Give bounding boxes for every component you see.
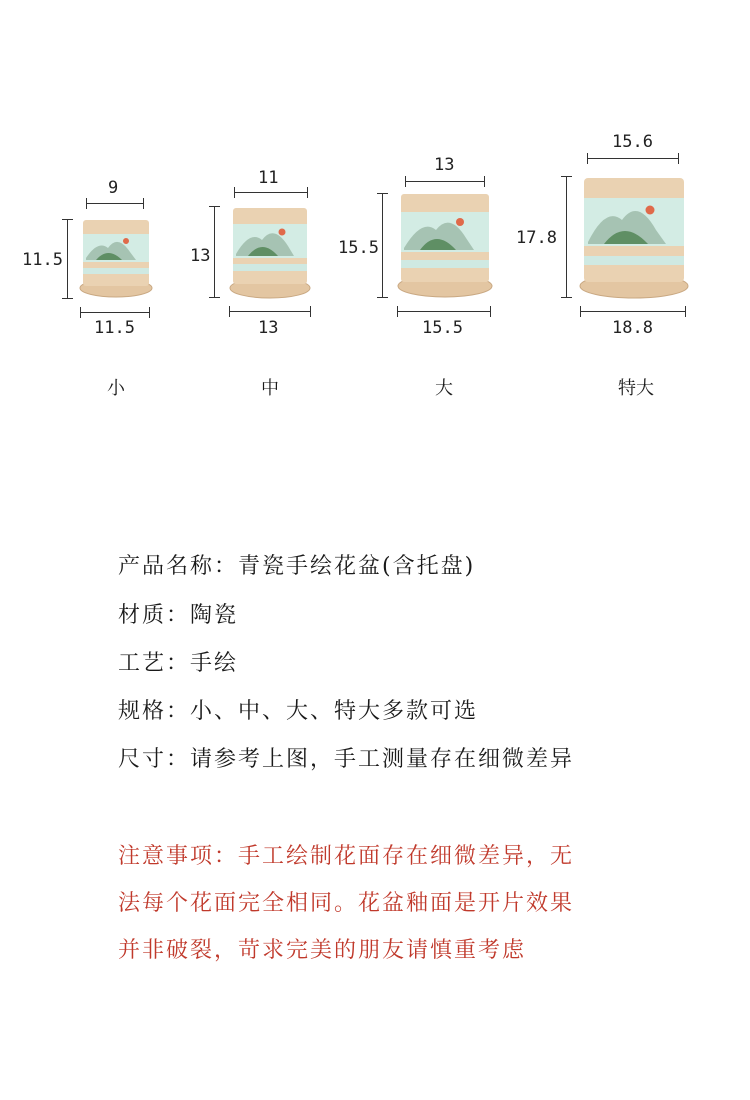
height-dim-line xyxy=(214,206,215,298)
pot-illustration xyxy=(578,174,690,302)
product-craft: 工艺：手绘 xyxy=(118,651,239,676)
top-dim-line xyxy=(405,181,485,182)
height-dim-line xyxy=(382,193,383,298)
top-dim-label: 11 xyxy=(258,168,279,188)
product-spec: 规格：小、中、大、特大多款可选 xyxy=(118,699,479,724)
top-dim-line xyxy=(234,192,308,193)
bottom-dim-line xyxy=(80,312,150,313)
notice-line-2: 法每个花面完全相同。花盆釉面是开片效果 xyxy=(118,891,575,916)
size-label: 中 xyxy=(261,378,279,399)
pot-illustration xyxy=(78,216,154,302)
bottom-dim-line xyxy=(580,311,686,312)
bottom-dim-line xyxy=(229,311,311,312)
notice-line-1: 注意事项：手工绘制花面存在细微差异，无 xyxy=(118,844,575,869)
size-label: 特大 xyxy=(618,378,654,399)
product-material: 材质：陶瓷 xyxy=(118,603,239,628)
top-dim-label: 13 xyxy=(434,155,455,175)
bottom-dim-label: 13 xyxy=(258,318,279,338)
pot-illustration xyxy=(396,190,494,302)
top-dim-label: 15.6 xyxy=(612,132,653,152)
bottom-dim-line xyxy=(397,311,491,312)
height-dim-line xyxy=(566,176,567,298)
product-size: 尺寸：请参考上图，手工测量存在细微差异 xyxy=(118,747,575,772)
height-dim-line xyxy=(67,219,68,299)
size-label: 小 xyxy=(107,378,125,399)
bottom-dim-label: 15.5 xyxy=(422,318,463,338)
top-dim-line xyxy=(86,203,144,204)
height-dim-label: 11.5 xyxy=(22,250,63,270)
bottom-dim-label: 11.5 xyxy=(94,318,135,338)
height-dim-label: 13 xyxy=(190,246,211,266)
top-dim-line xyxy=(587,158,679,159)
height-dim-label: 15.5 xyxy=(338,238,379,258)
bottom-dim-label: 18.8 xyxy=(612,318,653,338)
notice-line-3: 并非破裂，苛求完美的朋友请慎重考虑 xyxy=(118,938,527,963)
size-label: 大 xyxy=(435,378,453,399)
height-dim-label: 17.8 xyxy=(516,228,557,248)
pot-illustration xyxy=(228,204,312,302)
product-name: 产品名称：青瓷手绘花盆(含托盘) xyxy=(118,554,476,579)
top-dim-label: 9 xyxy=(108,178,119,198)
